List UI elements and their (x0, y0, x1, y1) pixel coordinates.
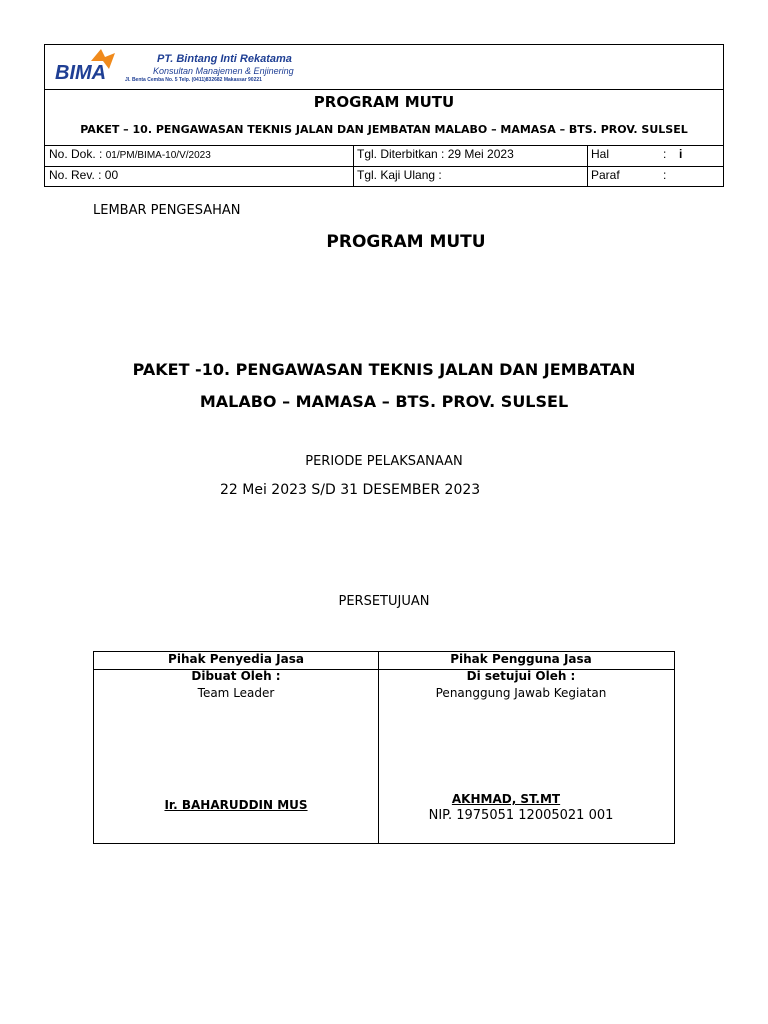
right-signatory-name: AKHMAD, ST.MT (451, 792, 561, 806)
header-subtitle: PAKET – 10. PENGAWASAN TEKNIS JALAN DAN JEMBATAN MALABO – MAMASA – BTS. PROV. SULSEL (80, 123, 688, 136)
periode-value: 22 Mei 2023 S/D 31 DESEMBER 2023 (220, 482, 481, 498)
left-signatory (94, 798, 378, 812)
svg-text:BIMA: BIMA (55, 62, 107, 84)
paraf-label: Paraf (591, 168, 620, 182)
no-rev: No. Rev. : 00 (49, 168, 119, 182)
document-header (44, 44, 724, 187)
lembar-pengesahan: LEMBAR PENGESAHAN (93, 203, 241, 218)
left-signatory-name: Ir. BAHARUDDIN MUS (164, 798, 308, 812)
header-title: PROGRAM MUTU (313, 93, 455, 111)
tgl-diterbitkan: Tgl. Diterbitkan : 29 Mei 2023 (357, 147, 514, 161)
paket-line-1: PAKET -10. PENGAWASAN TEKNIS JALAN DAN JEMBATAN (132, 360, 636, 379)
disetujui-oleh-label: Di setujui Oleh : (466, 669, 576, 683)
team-leader-role: Team Leader (197, 686, 275, 700)
right-signatory-nip: NIP. 1975051 12005021 001 (428, 808, 614, 823)
approval-table (93, 651, 675, 844)
right-column-head: Pihak Pengguna Jasa (450, 652, 592, 666)
body-title: PROGRAM MUTU (326, 232, 486, 252)
company-logo (53, 47, 333, 87)
header-title-row (45, 89, 723, 146)
tgl-kaji-ulang: Tgl. Kaji Ulang : (357, 168, 442, 182)
penanggung-jawab-role: Penanggung Jawab Kegiatan (435, 686, 607, 700)
hal-label: Hal (591, 147, 610, 161)
paket-line-2: MALABO – MAMASA – BTS. PROV. SULSEL (199, 392, 569, 411)
periode-label: PERIODE PELAKSANAAN (305, 454, 463, 469)
company-tagline: Konsultan Manajemen & Enjinering (153, 66, 294, 76)
persetujuan-label: PERSETUJUAN (338, 594, 430, 609)
meta-row-divider (45, 166, 723, 167)
hal-separator: : (663, 147, 667, 161)
right-signatory (364, 792, 648, 806)
hal-value: i (679, 147, 683, 161)
paraf-separator: : (663, 168, 667, 182)
company-name: PT. Bintang Inti Rekatama (157, 53, 292, 65)
logo-row (45, 45, 723, 90)
company-address: Jl. Benta Cemba No. 5 Telp. (0411)832682 Makassar 90221 (125, 77, 262, 83)
no-dok-value: 01/PM/BIMA-10/V/2023 (105, 150, 211, 161)
document-meta (45, 145, 723, 187)
no-dok-label: No. Dok. : (49, 147, 103, 161)
no-dok (49, 147, 211, 161)
dibuat-oleh-label: Dibuat Oleh : (191, 669, 281, 683)
left-column-head: Pihak Penyedia Jasa (168, 652, 304, 666)
